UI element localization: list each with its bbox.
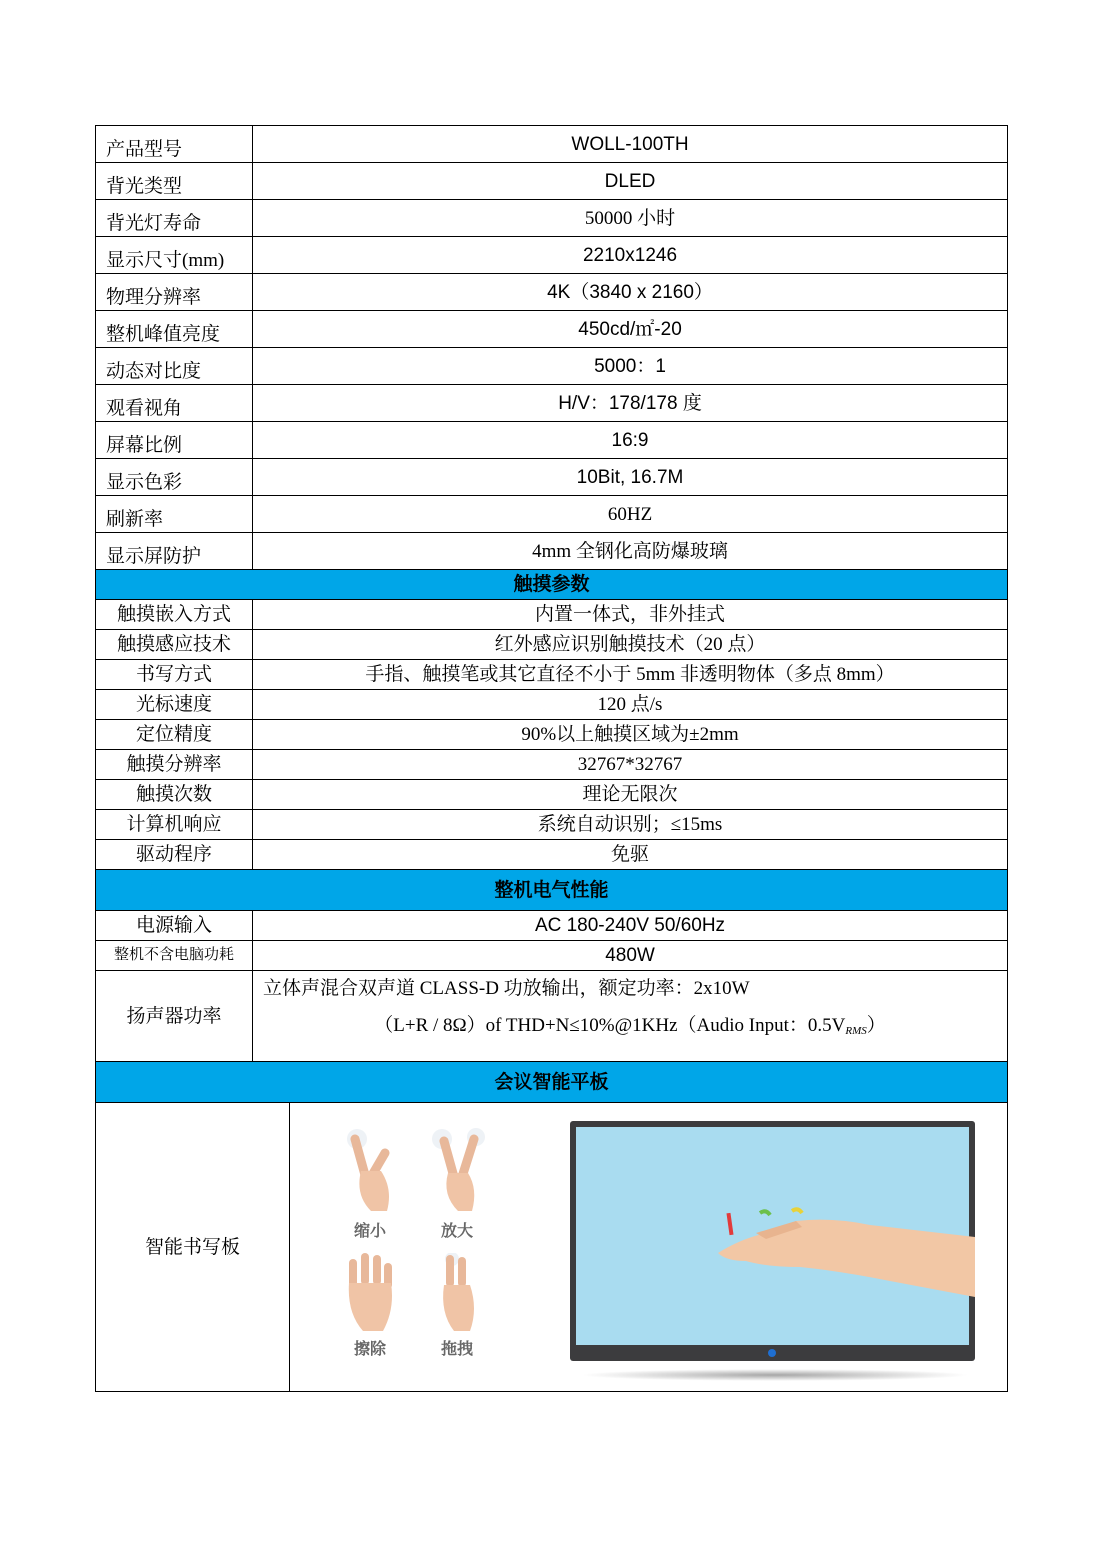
- spec-value: DLED: [253, 163, 1008, 200]
- electrical-label: 扬声器功率: [96, 971, 253, 1062]
- spec-value: WOLL-100TH: [253, 126, 1008, 163]
- electrical-row-power-input: [96, 911, 1008, 941]
- spec-value: 5000：1: [253, 348, 1008, 385]
- gesture-label: 缩小: [353, 1221, 386, 1240]
- speaker-line-2-text: （L+R / 8Ω）of THD+N≤10%@1KHz（Audio Input：0.5V: [374, 1015, 846, 1036]
- spec-value: 50000 小时: [253, 200, 1008, 237]
- section-touch-header: [96, 570, 1008, 600]
- touch-row: [96, 840, 1008, 870]
- touch-value: 内置一体式，非外挂式: [253, 600, 1008, 630]
- spec-row-backlight-type: [96, 163, 1008, 200]
- spec-value: 4K（3840 x 2160）: [253, 274, 1008, 311]
- spec-value: 10Bit, 16.7M: [253, 459, 1008, 496]
- speaker-line-1: 立体声混合双声道 CLASS-D 功放输出，额定功率：2x10W: [263, 978, 750, 999]
- gesture-label: 擦除: [353, 1339, 386, 1358]
- touch-row: [96, 720, 1008, 750]
- meeting-label: 智能书写板: [96, 1103, 290, 1392]
- spec-label: 动态对比度: [96, 348, 253, 385]
- touch-row: [96, 780, 1008, 810]
- touch-row: [96, 660, 1008, 690]
- spec-value: 450cd/㎡-20: [253, 311, 1008, 348]
- touch-value: 理论无限次: [253, 780, 1008, 810]
- touch-value: 90%以上触摸区域为±2mm: [253, 720, 1008, 750]
- spec-row-protection: [96, 533, 1008, 570]
- two-finger-hand-icon: [422, 1253, 492, 1333]
- spec-value: H/V：178/178 度: [253, 385, 1008, 422]
- spec-row-refresh-rate: [96, 496, 1008, 533]
- spec-label: 显示色彩: [96, 459, 253, 496]
- spec-row-backlight-life: [96, 200, 1008, 237]
- electrical-label: 整机不含电脑功耗: [96, 941, 253, 971]
- spec-row-brightness: [96, 311, 1008, 348]
- spec-label: 物理分辨率: [96, 274, 253, 311]
- section-title: 整机电气性能: [96, 870, 1008, 911]
- spec-row-viewing-angle: [96, 385, 1008, 422]
- touch-value: 系统自动识别；≤15ms: [253, 810, 1008, 840]
- electrical-value: 480W: [253, 941, 1008, 971]
- touch-label: 计算机响应: [96, 810, 253, 840]
- gesture-drag: [417, 1253, 497, 1357]
- palm-hand-icon: [335, 1253, 405, 1333]
- meeting-image: [290, 1103, 1008, 1392]
- touch-label: 触摸次数: [96, 780, 253, 810]
- spec-label: 背光类型: [96, 163, 253, 200]
- rms-subscript: RMS: [845, 1025, 867, 1037]
- touch-label: 驱动程序: [96, 840, 253, 870]
- spec-label: 背光灯寿命: [96, 200, 253, 237]
- section-title: 触摸参数: [96, 570, 1008, 600]
- section-title: 会议智能平板: [96, 1062, 1008, 1103]
- speaker-line-2: [253, 998, 1007, 1047]
- spec-row-color: [96, 459, 1008, 496]
- touch-value: 手指、触摸笔或其它直径不小于 5mm 非透明物体（多点 8mm）: [253, 660, 1008, 690]
- spec-label: 产品型号: [96, 126, 253, 163]
- interactive-flat-panel-image: [570, 1121, 975, 1361]
- touch-label: 定位精度: [96, 720, 253, 750]
- spec-row-contrast: [96, 348, 1008, 385]
- touch-row: [96, 630, 1008, 660]
- spec-row-aspect-ratio: [96, 422, 1008, 459]
- spec-row-model: [96, 126, 1008, 163]
- panel-reflection: [580, 1369, 970, 1381]
- pinch-out-hand-icon: [422, 1125, 492, 1215]
- speaker-line-2-close: ）: [866, 1015, 886, 1036]
- touch-label: 书写方式: [96, 660, 253, 690]
- touch-label: 触摸感应技术: [96, 630, 253, 660]
- electrical-value: AC 180-240V 50/60Hz: [253, 911, 1008, 941]
- gesture-zoom-in: [417, 1125, 497, 1239]
- touch-row: [96, 690, 1008, 720]
- electrical-value: [253, 971, 1008, 1062]
- spec-label: 整机峰值亮度: [96, 311, 253, 348]
- spec-value: 2210x1246: [253, 237, 1008, 274]
- meeting-row: [96, 1103, 1008, 1392]
- touch-value: 120 点/s: [253, 690, 1008, 720]
- spec-value: 16:9: [253, 422, 1008, 459]
- spec-label: 显示尺寸(mm): [96, 237, 253, 274]
- spec-row-display-size: [96, 237, 1008, 274]
- touch-value: 免驱: [253, 840, 1008, 870]
- touch-row: [96, 810, 1008, 840]
- touch-row: [96, 750, 1008, 780]
- touch-row: [96, 600, 1008, 630]
- gesture-label: 拖拽: [440, 1339, 473, 1358]
- electrical-label: 电源输入: [96, 911, 253, 941]
- spec-value: 60HZ: [253, 496, 1008, 533]
- touch-value: 红外感应识别触摸技术（20 点）: [253, 630, 1008, 660]
- spec-label: 屏幕比例: [96, 422, 253, 459]
- touch-label: 光标速度: [96, 690, 253, 720]
- spec-value: 4mm 全钢化高防爆玻璃: [253, 533, 1008, 570]
- electrical-row-speaker: [96, 971, 1008, 1062]
- spec-label: 显示屏防护: [96, 533, 253, 570]
- spec-table: [95, 125, 1008, 1392]
- gesture-zoom-out: [330, 1125, 410, 1239]
- pinch-in-hand-icon: [335, 1125, 405, 1215]
- touch-label: 触摸分辨率: [96, 750, 253, 780]
- spec-row-resolution: [96, 274, 1008, 311]
- gesture-erase: [330, 1253, 410, 1357]
- section-meeting-header: [96, 1062, 1008, 1103]
- spec-label: 刷新率: [96, 496, 253, 533]
- touch-value: 32767*32767: [253, 750, 1008, 780]
- section-electrical-header: [96, 870, 1008, 911]
- spec-label: 观看视角: [96, 385, 253, 422]
- gesture-label: 放大: [440, 1221, 473, 1240]
- touch-label: 触摸嵌入方式: [96, 600, 253, 630]
- electrical-row-consumption: [96, 941, 1008, 971]
